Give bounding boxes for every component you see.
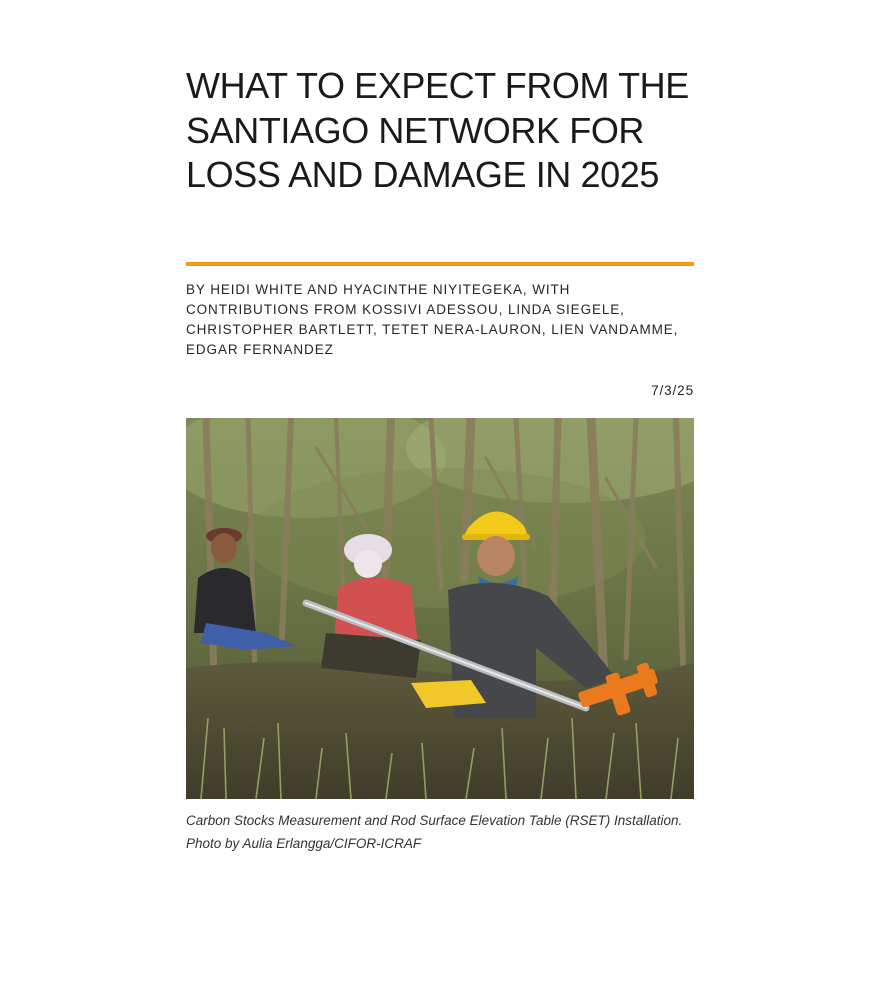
article-byline: BY HEIDI WHITE AND HYACINTHE NIYITEGEKA, WITH CONTRIBUTIONS FROM KOSSIVI ADESSOU, LINDA SIEGELE, CHRISTOPHER BARTLETT, TETET NERA-LAURON, LIEN VANDAMME, EDGAR FERNANDEZ (186, 282, 679, 357)
photo-caption: Carbon Stocks Measurement and Rod Surface Elevation Table (RSET) Installation. Photo by Aulia Erlangga/CIFOR-ICRAF (186, 813, 683, 851)
orange-divider (186, 262, 694, 266)
article-photo (186, 418, 694, 799)
article-date: 7/3/25 (651, 383, 694, 398)
article-title: WHAT TO EXPECT FROM THE SANTIAGO NETWORK FOR LOSS AND DAMAGE IN 2025 (186, 65, 689, 195)
mangrove-fieldwork-photo (186, 418, 694, 799)
